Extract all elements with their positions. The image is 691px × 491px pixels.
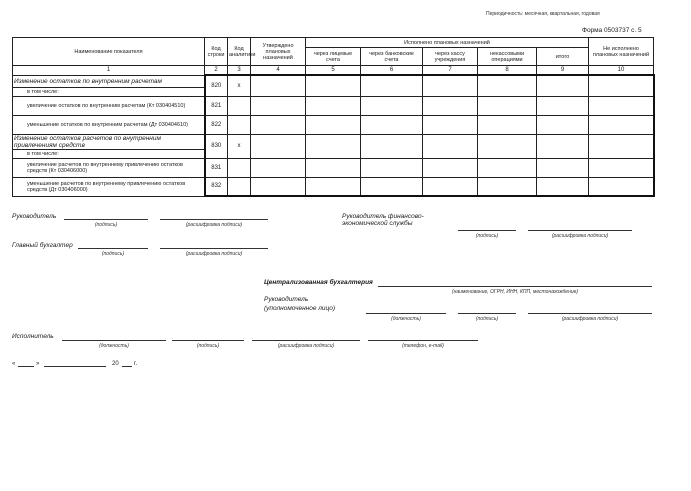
table-cell[interactable] [251, 134, 306, 158]
row-name-820: Изменение остатков по внутренним расчетам [13, 75, 205, 87]
chief-signature-line[interactable] [78, 248, 148, 249]
row-mark-831 [228, 158, 251, 177]
date-year-prefix: 20 [112, 361, 119, 367]
row-label: в том числе: [13, 149, 205, 158]
table-cell[interactable] [589, 134, 654, 158]
head-decoding-caption: (расшифровка подписи) [185, 222, 243, 228]
date-quote-close: » [36, 361, 40, 367]
table-cell[interactable] [423, 96, 478, 115]
date-month-line[interactable] [44, 366, 106, 367]
row-mark-822 [228, 115, 251, 134]
periodicity-note: Периодичность: месячная, квартальная, годовая [486, 11, 600, 17]
row-code-831: 831 [205, 158, 228, 177]
table-cell[interactable] [478, 134, 537, 158]
table-cell[interactable] [361, 177, 423, 196]
table-cell[interactable] [251, 158, 306, 177]
central-signature-line[interactable] [458, 313, 516, 314]
row-name-822: уменьшение остатков по внутренним расчетам (Дт 030404610) [13, 115, 205, 134]
head-label: Руководитель [12, 213, 57, 220]
row-name-821: увеличение остатков по внутренним расчетам (Кт 030404510) [13, 96, 205, 115]
header-approved: Утверждено плановых назначений [251, 38, 306, 66]
col-number: 2 [205, 66, 228, 76]
form-label: Форма 0503737 с. 5 [582, 27, 642, 34]
table-cell[interactable] [589, 158, 654, 177]
central-head-label: Руководитель [264, 296, 309, 303]
report-table [12, 37, 655, 197]
header-exec-total: итого [537, 48, 589, 66]
head-signature-caption: (подпись) [94, 222, 118, 228]
executor-decoding-caption: (расшифровка подписи) [277, 343, 335, 349]
executor-phone-line[interactable] [368, 340, 478, 341]
table-cell[interactable] [423, 177, 478, 196]
chief-accountant-label: Главный бухгалтер [12, 242, 73, 249]
executor-phone-caption: (телефон, e-mail) [402, 343, 444, 349]
chief-signature-caption: (подпись) [101, 251, 125, 257]
table-cell[interactable] [306, 115, 361, 134]
executor-signature-caption: (подпись) [196, 343, 220, 349]
table-cell[interactable] [251, 96, 306, 115]
executor-decoding-line[interactable] [252, 340, 360, 341]
table-cell[interactable] [537, 96, 589, 115]
table-cell[interactable] [251, 75, 306, 96]
header-exec-cash: через кассу учреждения [423, 48, 478, 66]
col-number: 8 [478, 66, 537, 76]
fin-head-signature-line[interactable] [458, 230, 516, 231]
head-decoding-line[interactable] [160, 219, 268, 220]
table-cell[interactable] [478, 115, 537, 134]
central-accounting-caption: (наименование, ОГРН, ИНН, КПП, местонахождение) [451, 289, 579, 295]
table-cell[interactable] [478, 177, 537, 196]
executor-label: Исполнитель [12, 333, 54, 340]
executor-position-caption: (должность) [99, 343, 129, 349]
central-accounting-label: Централизованная бухгалтерия [264, 279, 373, 286]
central-decoding-line[interactable] [528, 313, 652, 314]
fin-head-decoding-line[interactable] [528, 230, 632, 231]
executor-signature-line[interactable] [172, 340, 244, 341]
table-cell[interactable] [423, 134, 478, 158]
row-mark-820: x [228, 75, 251, 96]
table-cell[interactable] [306, 96, 361, 115]
central-accounting-line[interactable] [378, 286, 652, 287]
header-exec-noncash: некассовыми операциями [478, 48, 537, 66]
row-code-830: 830 [205, 134, 228, 158]
header-exec-accounts: через лицевые счета [306, 48, 361, 66]
table-cell[interactable] [537, 158, 589, 177]
row-name-831: увеличение расчетов по внутреннему привлечению остатков средств (Кт 030406000) [13, 158, 205, 177]
header-not-executed: Не исполнено плановых назначений [589, 38, 654, 66]
fin-head-signature-caption: (подпись) [475, 233, 499, 239]
date-year-line[interactable] [122, 366, 132, 367]
col-number: 7 [423, 66, 478, 76]
col-number: 10 [589, 66, 654, 76]
table-cell[interactable] [589, 75, 654, 96]
fin-head-decoding-caption: (расшифровка подписи) [551, 233, 609, 239]
col-number: 6 [361, 66, 423, 76]
table-cell[interactable] [478, 75, 537, 96]
col-number: 4 [251, 66, 306, 76]
row-mark-830: x [228, 134, 251, 158]
header-code: Код строки [205, 38, 228, 66]
table-cell[interactable] [306, 177, 361, 196]
row-label: в том числе: [13, 87, 205, 96]
table-cell[interactable] [306, 75, 361, 96]
table-cell[interactable] [251, 177, 306, 196]
date-day-line[interactable] [18, 366, 34, 367]
table-cell[interactable] [537, 115, 589, 134]
table-cell[interactable] [589, 96, 654, 115]
header-exec-bank: через банковские счета [361, 48, 423, 66]
central-position-caption: (должность) [391, 316, 421, 322]
table-cell[interactable] [537, 75, 589, 96]
row-mark-832 [228, 177, 251, 196]
table-cell[interactable] [589, 115, 654, 134]
header-executed-group: Исполнено плановых назначений [306, 38, 589, 48]
table-cell[interactable] [361, 158, 423, 177]
table-cell[interactable] [361, 115, 423, 134]
table-cell[interactable] [306, 134, 361, 158]
table-cell[interactable] [478, 96, 537, 115]
central-position-line[interactable] [366, 313, 446, 314]
table-cell[interactable] [361, 96, 423, 115]
executor-position-line[interactable] [62, 340, 166, 341]
date-year-suffix: г. [134, 361, 138, 367]
col-number: 9 [537, 66, 589, 76]
row-code-821: 821 [205, 96, 228, 115]
header-analytic: Код аналитики [228, 38, 251, 66]
table-cell[interactable] [361, 75, 423, 96]
row-mark-821 [228, 96, 251, 115]
row-code-820: 820 [205, 75, 228, 96]
table-cell[interactable] [423, 115, 478, 134]
chief-decoding-line[interactable] [160, 248, 268, 249]
row-name-830: Изменение остатков расчетов по внутренним привлечениям средств [13, 134, 205, 149]
table-cell[interactable] [537, 177, 589, 196]
table-cell[interactable] [478, 158, 537, 177]
col-number: 3 [228, 66, 251, 76]
col-number: 1 [13, 66, 205, 76]
table-cell[interactable] [306, 158, 361, 177]
header-name: Наименование показателя [13, 38, 205, 66]
fin-head-label: Руководитель финансово-экономической службы [342, 213, 424, 227]
col-number: 5 [306, 66, 361, 76]
central-decoding-caption: (расшифровка подписи) [561, 316, 619, 322]
central-head-sub: (уполномоченное лицо) [264, 305, 336, 312]
table-cell[interactable] [423, 158, 478, 177]
table-cell[interactable] [423, 75, 478, 96]
row-name-832: уменьшение расчетов по внутреннему привлечению остатков средств (Дт 030406000) [13, 177, 205, 196]
chief-decoding-caption: (расшифровка подписи) [185, 251, 243, 257]
row-code-832: 832 [205, 177, 228, 196]
head-signature-line[interactable] [64, 219, 148, 220]
central-signature-caption: (подпись) [475, 316, 499, 322]
table-cell[interactable] [589, 177, 654, 196]
table-cell[interactable] [251, 115, 306, 134]
table-cell[interactable] [537, 134, 589, 158]
row-code-822: 822 [205, 115, 228, 134]
date-quote-open: « [12, 361, 16, 367]
table-cell[interactable] [361, 134, 423, 158]
